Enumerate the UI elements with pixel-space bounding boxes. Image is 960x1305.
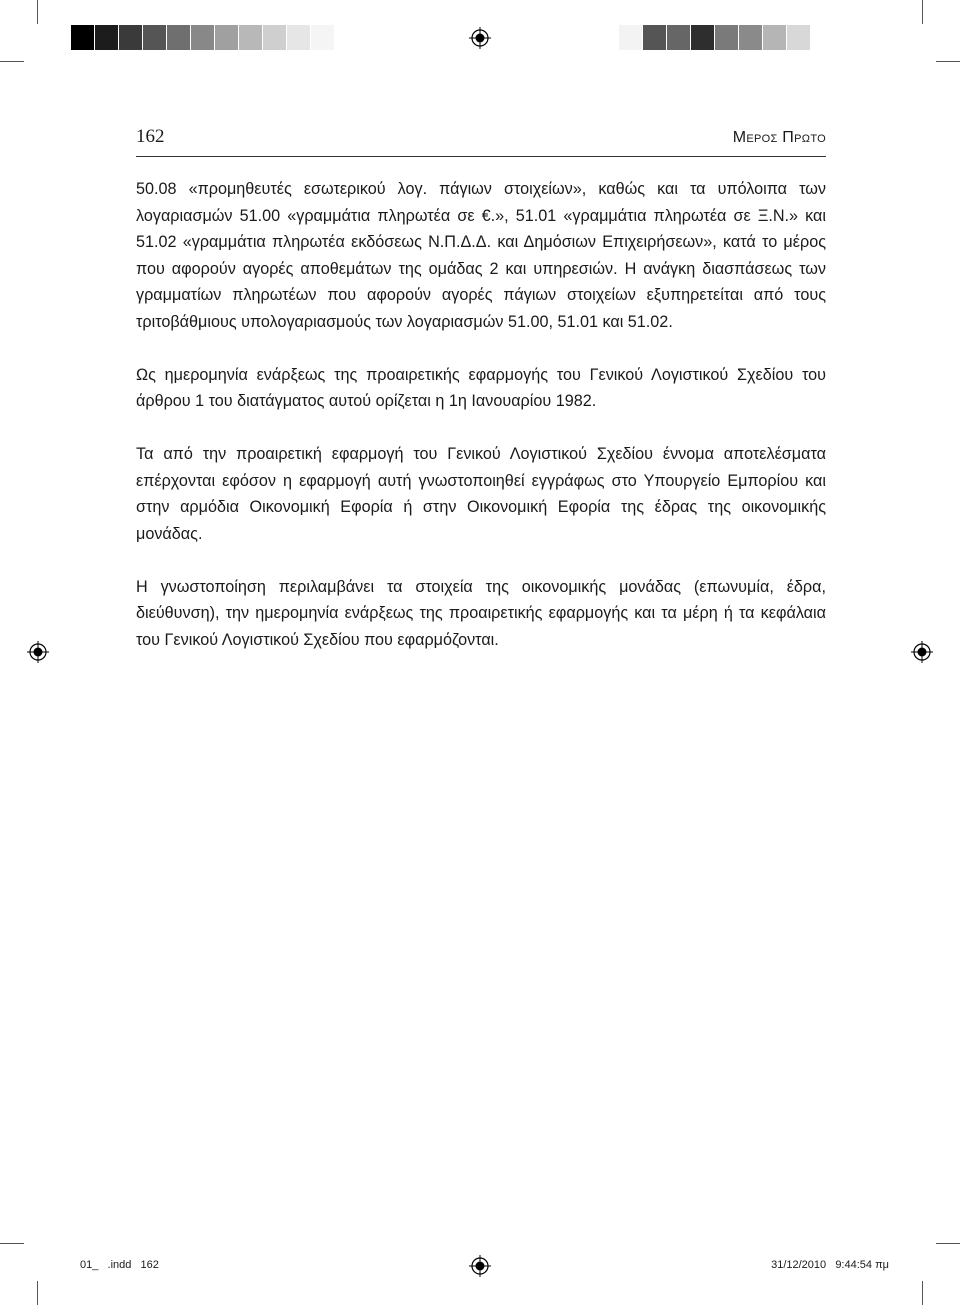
slug-timestamp: 31/12/2010 9:44:54 πμ [771, 1259, 889, 1271]
body-text [136, 176, 826, 653]
paragraph: Τα από την προαιρετική εφαρμογή του Γενικού Λογιστικού Σχεδίου έννομα αποτελέσματα επέρχονται εφόσον η εφαρμογή αυτή γνωστοποιηθεί εγγράφως στο Υπουργείο Εμπορίου και στην αρμόδια Οικονομική Εφορία ή στην Οικονομική Εφορία της έδρας της οικονομικής μονάδας. [136, 445, 826, 543]
color-bar-right [619, 25, 811, 50]
color-swatch [787, 25, 811, 50]
crop-mark [922, 1281, 923, 1305]
color-swatch [763, 25, 787, 50]
color-swatch [191, 25, 215, 50]
page-header [136, 126, 826, 157]
slug-file-info: 01_ .indd 162 [80, 1259, 159, 1271]
color-swatch [119, 25, 143, 50]
crop-mark [936, 61, 960, 62]
color-swatch [143, 25, 167, 50]
crop-mark [0, 61, 24, 62]
crop-mark [0, 1243, 24, 1244]
color-bar-left [71, 25, 335, 50]
registration-mark-icon [469, 1255, 491, 1277]
running-head: Μερος Πρωτο [732, 129, 826, 146]
color-swatch [71, 25, 95, 50]
color-swatch [263, 25, 287, 50]
page-number: 162 [136, 126, 165, 147]
color-swatch [95, 25, 119, 50]
color-swatch [239, 25, 263, 50]
color-swatch [167, 25, 191, 50]
color-swatch [715, 25, 739, 50]
crop-mark [37, 0, 38, 24]
registration-mark-icon [469, 27, 491, 49]
paragraph: Ως ημερομηνία ενάρξεως της προαιρετικής εφαρμογής του Γενικού Λογιστικού Σχεδίου του άρθρου 1 του διατάγματος αυτού ορίζεται η 1η Ιανουαρίου 1982. [136, 365, 826, 410]
color-swatch [311, 25, 335, 50]
crop-mark [936, 1243, 960, 1244]
color-swatch [643, 25, 667, 50]
color-swatch [739, 25, 763, 50]
crop-mark [37, 1281, 38, 1305]
color-swatch [619, 25, 643, 50]
registration-mark-icon [911, 641, 933, 663]
color-swatch [691, 25, 715, 50]
color-swatch [287, 25, 311, 50]
color-swatch [667, 25, 691, 50]
color-swatch [215, 25, 239, 50]
crop-mark [922, 0, 923, 24]
registration-mark-icon [27, 641, 49, 663]
paragraph: 50.08 «προμηθευτές εσωτερικού λογ. πάγιων στοιχείων», καθώς και τα υπόλοιπα των λογαριασμών 51.00 «γραμμάτια πληρωτέα σε €.», 51.01 «γραμμάτια πληρωτέα σε Ξ.Ν.» και 51.02 «γραμμάτια πληρωτέα εκδόσεως Ν.Π.Δ.Δ. και Δημόσιων Επιχειρήσεων», κατά το μέρος που αφορούν αγορές αποθεμάτων της ομάδας 2 και υπηρεσιών. Η ανάγκη διασπάσεως των γραμματίων πληρωτέων που αφορούν αγορές πάγιων στοιχείων εξυπηρετείται από τους τριτοβάθμιους υπολογαριασμούς των λογαριασμών 51.00, 51.01 και 51.02. [136, 180, 826, 331]
paragraph: Η γνωστοποίηση περιλαμβάνει τα στοιχεία της οικονομικής μονάδας (επωνυμία, έδρα, διεύθυνση), την ημερομηνία ενάρξεως της προαιρετικής εφαρμογής και τα μέρη ή τα κεφάλαια του Γενικού Λογιστικού Σχεδίου που εφαρμόζονται. [136, 577, 826, 649]
